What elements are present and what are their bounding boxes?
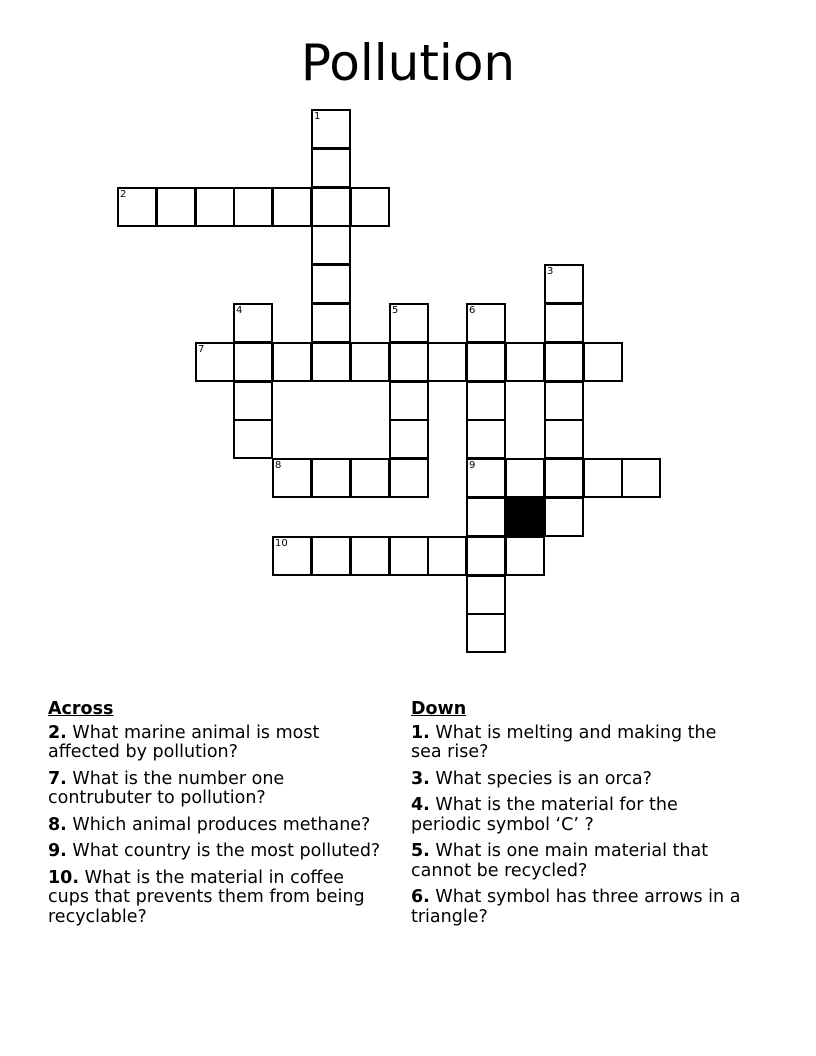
grid-cell[interactable] <box>583 342 623 382</box>
grid-cell[interactable] <box>466 536 506 576</box>
grid-cell[interactable] <box>311 148 351 188</box>
grid-cell[interactable] <box>311 458 351 498</box>
down-clues <box>411 700 751 934</box>
down-heading: Down <box>411 699 467 719</box>
grid-cell[interactable] <box>311 303 351 343</box>
grid-cell[interactable] <box>544 458 584 498</box>
grid-cell[interactable] <box>117 187 157 227</box>
grid-cell[interactable] <box>311 536 351 576</box>
clue-number: 3 <box>547 266 554 277</box>
grid-cell[interactable] <box>350 536 390 576</box>
grid-cell[interactable] <box>389 419 429 459</box>
grid-cell[interactable] <box>544 381 584 421</box>
grid-cell[interactable] <box>311 187 351 227</box>
clue-item <box>48 724 388 763</box>
clue-number: 9 <box>469 460 476 471</box>
clue-item <box>411 888 751 927</box>
clue-item <box>411 842 751 881</box>
clue-item-number: 10. <box>48 867 80 888</box>
black-square <box>505 497 545 537</box>
grid-cell[interactable] <box>621 458 661 498</box>
clue-item-text: What symbol has three arrows in a triangle? <box>411 887 741 927</box>
grid-cell[interactable] <box>272 458 312 498</box>
grid-cell[interactable] <box>233 303 273 343</box>
grid-cell[interactable] <box>389 381 429 421</box>
grid-cell[interactable] <box>156 187 196 227</box>
clue-item <box>411 724 751 763</box>
clue-number: 5 <box>392 305 399 316</box>
clue-item-text: What is melting and making the sea rise? <box>411 722 717 762</box>
across-heading: Across <box>48 699 114 719</box>
clue-item-text: What is the number one contrubuter to pollution? <box>48 768 285 808</box>
clue-item-number: 9. <box>48 841 67 861</box>
clue-item <box>48 816 388 836</box>
grid-cell[interactable] <box>466 613 506 653</box>
grid-cell[interactable] <box>544 497 584 537</box>
clue-item-number: 8. <box>48 814 67 835</box>
grid-cell[interactable] <box>466 419 506 459</box>
clue-number: 8 <box>275 460 282 471</box>
clue-number: 10 <box>275 538 288 549</box>
grid-cell[interactable] <box>389 342 429 382</box>
clue-item <box>48 770 388 809</box>
grid-cell[interactable] <box>272 342 312 382</box>
grid-cell[interactable] <box>311 342 351 382</box>
grid-cell[interactable] <box>544 303 584 343</box>
clue-number: 1 <box>314 111 321 122</box>
grid-cell[interactable] <box>544 342 584 382</box>
clue-item-number: 3. <box>411 768 430 789</box>
clue-item-text: What is one main material that cannot be recycled? <box>411 841 709 881</box>
grid-cell[interactable] <box>233 187 273 227</box>
grid-cell[interactable] <box>311 109 351 149</box>
clue-number: 2 <box>120 189 127 200</box>
grid-cell[interactable] <box>505 458 545 498</box>
clue-item <box>411 796 751 835</box>
clue-item-text: What is the material for the periodic symbol ‘C’ ? <box>411 795 678 835</box>
grid-cell[interactable] <box>505 536 545 576</box>
grid-cell[interactable] <box>466 458 506 498</box>
grid-cell[interactable] <box>389 458 429 498</box>
clue-number: 4 <box>236 305 243 316</box>
clue-item-text: What is the material in coffee cups that prevents them from being recyclable? <box>48 867 365 927</box>
grid-cell[interactable] <box>350 342 390 382</box>
grid-cell[interactable] <box>350 187 390 227</box>
page-title: Pollution <box>300 34 516 92</box>
across-clues <box>48 700 388 934</box>
grid-cell[interactable] <box>544 419 584 459</box>
grid-cell[interactable] <box>389 536 429 576</box>
clue-item-text: Which animal produces methane? <box>72 814 371 835</box>
clue-item-text: What country is the most polluted? <box>72 841 381 861</box>
grid-cell[interactable] <box>233 419 273 459</box>
clue-item <box>48 869 388 928</box>
grid-cell[interactable] <box>466 575 506 615</box>
grid-cell[interactable] <box>195 342 235 382</box>
grid-cell[interactable] <box>583 458 623 498</box>
grid-cell[interactable] <box>233 381 273 421</box>
grid-cell[interactable] <box>505 342 545 382</box>
grid-cell[interactable] <box>466 342 506 382</box>
clue-item-number: 4. <box>411 795 430 815</box>
clue-item-number: 5. <box>411 841 430 861</box>
clue-item-number: 7. <box>48 768 67 789</box>
clue-item-text: What species is an orca? <box>435 768 652 789</box>
clue-number: 6 <box>469 305 476 316</box>
clue-number: 7 <box>198 344 205 355</box>
grid-cell[interactable] <box>350 458 390 498</box>
grid-cell[interactable] <box>466 381 506 421</box>
clue-item-text: What marine animal is most affected by pollution? <box>48 722 320 762</box>
clue-item <box>411 770 751 790</box>
grid-cell[interactable] <box>427 536 467 576</box>
clue-item-number: 6. <box>411 887 430 907</box>
grid-cell[interactable] <box>195 187 235 227</box>
grid-cell[interactable] <box>272 187 312 227</box>
grid-cell[interactable] <box>311 264 351 304</box>
grid-cell[interactable] <box>272 536 312 576</box>
grid-cell[interactable] <box>233 342 273 382</box>
grid-cell[interactable] <box>427 342 467 382</box>
grid-cell[interactable] <box>544 264 584 304</box>
clue-item-number: 1. <box>411 722 430 743</box>
clue-item <box>48 842 388 862</box>
clue-item-number: 2. <box>48 722 67 743</box>
grid-cell[interactable] <box>466 303 506 343</box>
grid-cell[interactable] <box>389 303 429 343</box>
grid-cell[interactable] <box>466 497 506 537</box>
grid-cell[interactable] <box>311 225 351 265</box>
